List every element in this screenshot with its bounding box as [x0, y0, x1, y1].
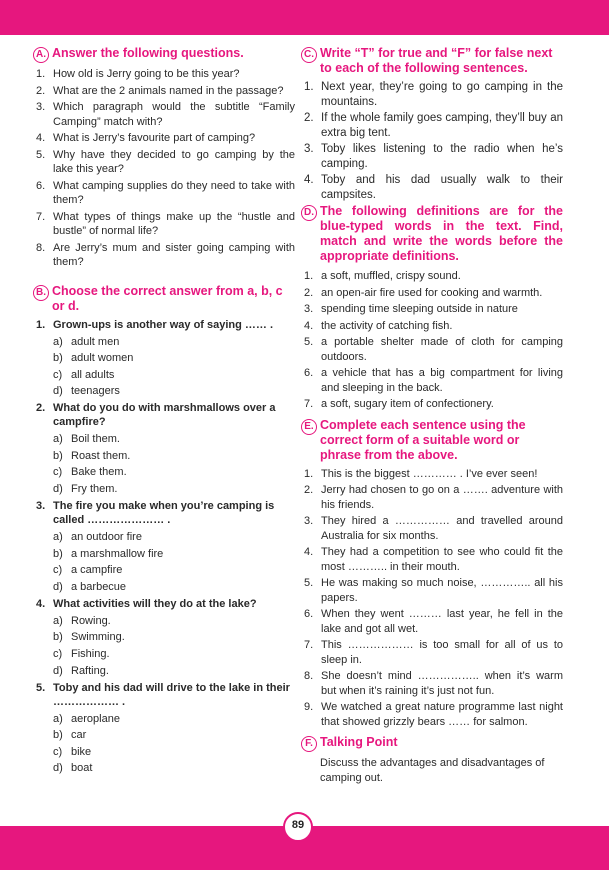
section-f-header — [301, 735, 563, 752]
right-column — [301, 46, 563, 785]
list-item: 2. an open-air fire used for cooking and warmth. — [304, 286, 543, 299]
section-d-header — [301, 204, 563, 264]
list-item: 8. She doesn’t mind …………….. when it’s warm but when it’s raining it’s just not fun. — [304, 670, 563, 697]
list-item: 4. They had a competition to see who could fit the most ……….. in their mouth. — [304, 546, 563, 573]
list-item: 3. Toby likes listening to the radio when he’s camping. — [304, 143, 563, 170]
section-b-badge: B. — [33, 285, 49, 301]
mcq-3 — [33, 499, 295, 594]
mcq-question: 2. What do you do with marshmallows over a campfire? — [36, 402, 276, 429]
list-item: 6. What camping supplies do they need to take with them? — [36, 179, 295, 206]
mcq-option[interactable]: d) Fry them. — [53, 483, 118, 496]
section-f-title: Talking Point — [320, 735, 398, 749]
mcq-option[interactable]: a) Boil them. — [53, 433, 120, 446]
list-item: 9. We watched a great nature programme last night that showed grizzly bears …… for salmon. — [304, 701, 563, 728]
section-a-badge: A. — [33, 47, 49, 63]
mcq-option[interactable]: a) adult men — [53, 335, 120, 348]
top-color-band — [0, 0, 609, 35]
list-item: 2. Jerry had chosen to go on a ……. adventure with his friends. — [304, 484, 563, 511]
mcq-question: 5. Toby and his dad will drive to the lake in their ……………… . — [36, 681, 290, 708]
list-item: 1. a soft, muffled, crispy sound. — [304, 270, 461, 282]
list-item: 8. Are Jerry’s mum and sister going camping with them? — [36, 241, 295, 268]
left-column — [33, 46, 295, 778]
mcq-4 — [33, 597, 295, 678]
list-item: 3. spending time sleeping outside in nature — [304, 303, 518, 315]
section-c-title: Write “T” for true and “F” for false next to each of the following sentences. — [320, 46, 553, 75]
section-a-title: Answer the following questions. — [52, 46, 244, 60]
mcq-1 — [33, 318, 295, 399]
mcq-option[interactable]: a) an outdoor fire — [53, 531, 142, 544]
mcq-option[interactable]: d) teenagers — [53, 385, 120, 398]
list-item: 3. Which paragraph would the subtitle “Family Camping” match with? — [36, 101, 295, 128]
list-item: 7. What types of things make up the “hustle and bustle” of normal life? — [36, 210, 295, 237]
section-a-header — [33, 46, 295, 63]
list-item: 5. a portable shelter made of cloth for camping outdoors. — [304, 336, 563, 363]
mcq-question: 4. What activities will they do at the lake? — [36, 597, 257, 610]
mcq-question: 3. The fire you make when you’re camping is called ………………… . — [36, 500, 275, 527]
list-item: 1. How old is Jerry going to be this year? — [36, 68, 240, 80]
section-d-items — [301, 269, 563, 412]
list-item: 1. Next year, they’re going to go camping in the mountains. — [304, 81, 563, 108]
section-c-items — [301, 80, 563, 202]
mcq-5 — [33, 681, 295, 776]
list-item: 7. This ……………… is too small for all of us to sleep in. — [304, 639, 563, 666]
mcq-option[interactable]: b) Roast them. — [53, 449, 131, 462]
mcq-option[interactable]: d) a barbecue — [53, 580, 127, 593]
mcq-option[interactable]: c) Fishing. — [53, 648, 110, 661]
section-d-title: The following definitions are for the blue-typed words in the text. Find, match and write the words before the appropriate definitions. — [320, 204, 563, 263]
mcq-option[interactable]: c) a campfire — [53, 564, 123, 577]
mcq-option[interactable]: c) Bake them. — [53, 466, 127, 479]
list-item: 5. He was making so much noise, ………….. all his papers. — [304, 577, 563, 604]
section-e-header — [301, 418, 563, 463]
section-c-header — [301, 46, 563, 76]
list-item: 3. They hired a …………… and travelled around Australia for six months. — [304, 515, 563, 542]
list-item: 5. Why have they decided to go camping by the lake this year? — [36, 148, 295, 175]
section-e-badge: E. — [301, 419, 317, 435]
list-item: 1. This is the biggest ………… . I’ve ever seen! — [304, 467, 538, 480]
mcq-question: 1. Grown-ups is another way of saying …… . — [36, 318, 274, 331]
list-item: 2. If the whole family goes camping, they’ll buy an extra big tent. — [304, 112, 563, 139]
mcq-option[interactable]: c) all adults — [53, 368, 115, 381]
mcq-option[interactable]: b) Swimming. — [53, 631, 125, 644]
section-f-badge: F. — [301, 736, 317, 752]
mcq-option[interactable]: a) aeroplane — [53, 712, 120, 725]
section-b-header — [33, 284, 295, 314]
section-d-badge: D. — [301, 205, 317, 221]
section-a-questions — [33, 67, 295, 270]
mcq-option[interactable]: b) car — [53, 729, 87, 742]
list-item: 4. the activity of catching fish. — [304, 319, 453, 332]
page-number: 89 — [291, 819, 305, 831]
section-c-badge: C. — [301, 47, 317, 63]
list-item: 7. a soft, sugary item of confectionery. — [304, 398, 494, 410]
mcq-option[interactable]: c) bike — [53, 745, 92, 758]
section-e-items — [301, 467, 563, 730]
talking-point-text: Discuss the advantages and disadvantages of camping out. — [320, 757, 545, 784]
mcq-option[interactable]: b) adult women — [53, 352, 134, 365]
mcq-option[interactable]: b) a marshmallow fire — [53, 547, 164, 560]
section-b-title: Choose the correct answer from a, b, c or d. — [52, 283, 283, 313]
mcq-option[interactable]: d) Rafting. — [53, 664, 109, 677]
section-e-title: Complete each sentence using the correct form of a suitable word or phrase from the above. — [320, 417, 526, 462]
list-item: 6. a vehicle that has a big compartment for living and sleeping in the back. — [304, 367, 563, 394]
mcq-2 — [33, 401, 295, 496]
list-item: 4. What is Jerry’s favourite part of camping? — [36, 132, 256, 144]
list-item: 6. When they went ……… last year, he fell in the lake and got all wet. — [304, 608, 563, 635]
list-item: 2. What are the 2 animals named in the passage? — [36, 84, 284, 97]
list-item: 4. Toby and his dad usually walk to their campsites. — [304, 174, 563, 201]
mcq-option[interactable]: a) Rowing. — [53, 614, 111, 627]
mcq-option[interactable]: d) boat — [53, 762, 93, 775]
